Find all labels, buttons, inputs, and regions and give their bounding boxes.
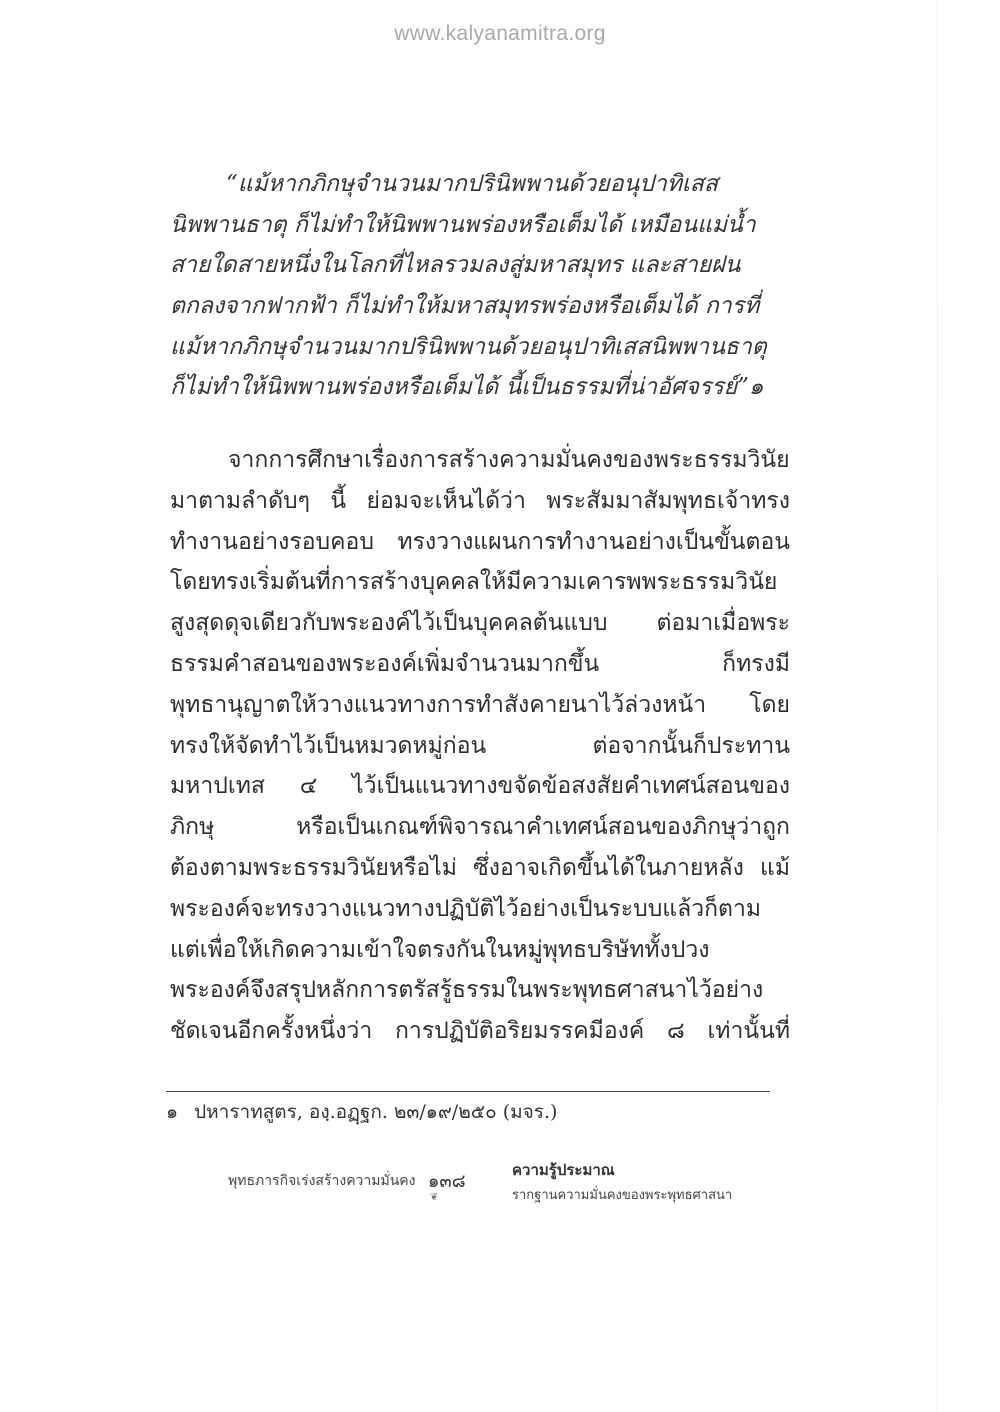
body-line: พุทธานุญาตให้วางแนวทางการทำสังคายนาไว้ล่วงหน้า โดย	[170, 691, 790, 718]
body-line: ต้องตามพระธรรมวินัยหรือไม่ ซึ่งอาจเกิดขึ้นได้ในภายหลัง แม้	[170, 854, 790, 881]
ornament-icon: ❦	[430, 1192, 439, 1203]
body-line: ชัดเจนอีกครั้งหนึ่งว่า การปฏิบัติอริยมรรคมีองค์ ๘ เท่านั้นที่	[170, 1018, 790, 1045]
quote-line: แม้หากภิกษุจำนวนมากปรินิพพานด้วยอนุปาทิเสสนิพพานธาตุ	[170, 333, 767, 360]
body-line: พระองค์จึงสรุปหลักการตรัสรู้ธรรมในพระพุทธศาสนาไว้อย่าง	[170, 977, 764, 1004]
footnote-mark: ๑	[166, 1101, 179, 1123]
body-line: จากการศึกษาเรื่องการสร้างความมั่นคงของพระธรรมวินัย	[228, 447, 790, 473]
footer-book-title: พุทธภารกิจเร่งสร้างความมั่นคง	[228, 1173, 416, 1189]
quote-line: ก็ไม่ทำให้นิพพานพร่องหรือเต็มได้ นี้เป็นธรรมที่น่าอัศจรรย์”๑	[170, 374, 764, 401]
footer-chapter-title: ความรู้ประมาณ	[512, 1161, 615, 1179]
page-number: ๑๓๘	[428, 1171, 466, 1192]
body-line: ทรงให้จัดทำไว้เป็นหมวดหมู่ก่อน ต่อจากนั้นก็ประทาน	[170, 732, 790, 759]
body-line: พระองค์จะทรงวางแนวทางปฏิบัติไว้อย่างเป็นระบบแล้วก็ตาม	[170, 895, 762, 922]
body-line: ภิกษุ หรือเป็นเกณฑ์พิจารณาคำเทศน์สอนของภิกษุว่าถูก	[170, 814, 790, 841]
body-line: มาตามลำดับๆ นี้ ย่อมจะเห็นได้ว่า พระสัมมาสัมพุทธเจ้าทรง	[170, 487, 790, 514]
footnote	[166, 1097, 770, 1127]
quote-line: “แม้หากภิกษุจำนวนมากปรินิพพานด้วยอนุปาทิเสส	[226, 171, 718, 197]
quote-line: ตกลงจากฟากฟ้า ก็ไม่ทำให้มหาสมุทรพร่องหรือเต็มได้ การที่	[170, 293, 760, 320]
body-line: ธรรมคำสอนของพระองค์เพิ่มจำนวนมากขึ้น ก็ทรงมี	[170, 650, 790, 677]
page-footer	[210, 1158, 770, 1206]
body-line: ทำงานอย่างรอบคอบ ทรงวางแผนการทำงานอย่างเป็นขั้นตอน	[170, 528, 790, 555]
quote-block	[170, 164, 790, 408]
page-edge-shadow	[937, 0, 938, 1412]
body-line: มหาปเทส ๔ ไว้เป็นแนวทางขจัดข้อสงสัยคำเทศน์สอนของ	[170, 773, 790, 800]
footnote-text: ปหาราทสูตร, องฺ.อฏฺฐก. ๒๓/๑๙/๒๕๐ (มจร.)	[194, 1101, 558, 1123]
footer-chapter	[512, 1158, 732, 1205]
watermark-url: www.kalyanamitra.org	[394, 22, 606, 45]
body-paragraph	[170, 440, 790, 1052]
body-line: แต่เพื่อให้เกิดความเข้าใจตรงกันในหมู่พุทธบริษัททั้งปวง	[170, 936, 710, 963]
quote-line: สายใดสายหนึ่งในโลกที่ไหลรวมลงสู่มหาสมุทร และสายฝน	[170, 252, 741, 279]
body-line: สูงสุดดุจเดียวกับพระองค์ไว้เป็นบุคคลต้นแบบ ต่อมาเมื่อพระ	[170, 610, 790, 637]
body-line: โดยทรงเริ่มต้นที่การสร้างบุคคลให้มีความเคารพพระธรรมวินัย	[170, 569, 778, 596]
footnote-divider	[166, 1091, 770, 1092]
quote-line: นิพพานธาตุ ก็ไม่ทำให้นิพพานพร่องหรือเต็มได้ เหมือนแม่น้ำ	[170, 211, 756, 238]
footer-chapter-subtitle: รากฐานความมั่นคงของพระพุทธศาสนา	[512, 1188, 733, 1203]
